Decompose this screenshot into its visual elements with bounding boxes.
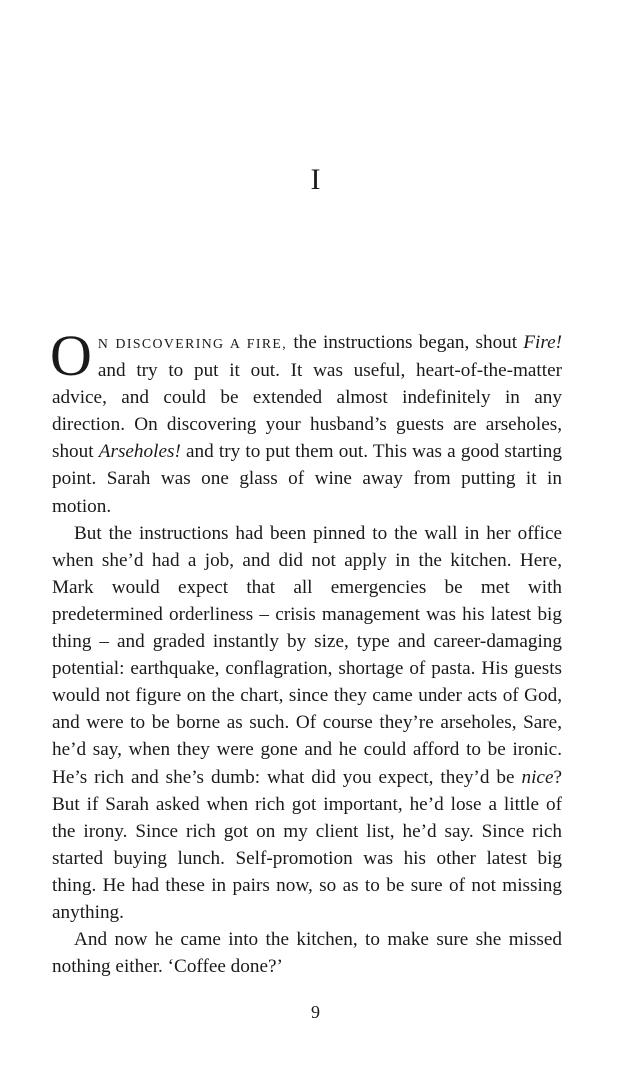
chapter-number: I (310, 163, 321, 196)
drop-cap: O (50, 323, 92, 388)
text-run: and try to put it out. It was useful, heart-of-the-matter advice, and could be extended almost indefinitely in any direction. On discovering your husband’s guests are arseholes, shout (52, 360, 562, 463)
paragraph-1 (50, 323, 563, 520)
text-run: the instructions began, shout (287, 332, 524, 353)
body-text (50, 323, 563, 980)
italic-text: nice (521, 766, 554, 788)
italic-text: Fire! (523, 332, 563, 353)
text-run: and try to put them out. This was a good starting point. Sarah was one glass of wine away from putting it in motion. (52, 441, 562, 517)
paragraph-2 (52, 520, 562, 926)
text-run: And now he came into the kitchen, to make sure she missed nothing either. ‘Coffee done?’ (52, 929, 562, 978)
page-number: 9 (311, 1002, 320, 1022)
paragraph-3 (52, 926, 562, 980)
italic-text: Arseholes! (98, 441, 181, 463)
text-run: But the instructions had been pinned to the wall in her office when she’d had a job, and did not apply in the kitchen. Here, Mark would expect that all emergencies be met with predetermined orderliness – crisis management was his latest big thing – and graded instantly by size, type and career-damaging potential: earthquake, conflagration, shortage of pasta. His guests would not figure on the chart, since they came under acts of God, and were to be borne as such. Of course they’re arseholes, Sare, he’d say, when they were gone and he could afford to be ironic. He’s rich and she’s dumb: what did you expect, they’d be (52, 522, 562, 788)
small-caps-lead: N DISCOVERING A FIRE, (97, 336, 288, 351)
text-run: ? But if Sarah asked when rich got important, he’d lose a little of the irony. Since rich got on my client list, he’d say. Since rich started buying lunch. Self-promotion was his other latest big thing. He had these in pairs now, so as to be sure of not missing anything. (52, 766, 562, 923)
